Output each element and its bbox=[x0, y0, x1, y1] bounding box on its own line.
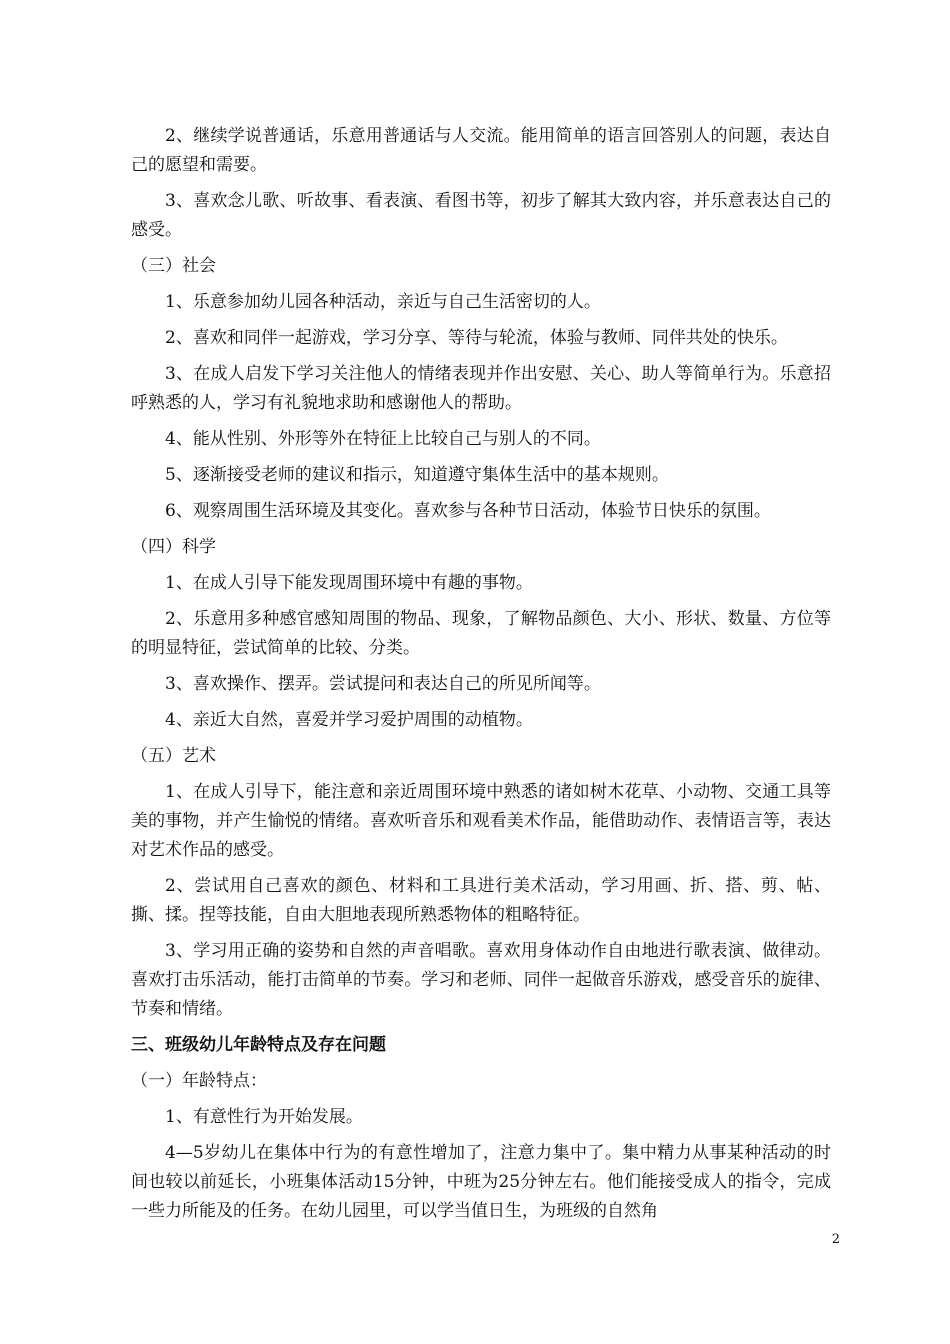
social-item-1: 1、乐意参加幼儿园各种活动，亲近与自己生活密切的人。 bbox=[165, 292, 601, 312]
age-traits-item-1: 1、有意性行为开始发展。 bbox=[165, 1107, 363, 1127]
age-traits-heading: （一）年龄特点： bbox=[131, 1071, 267, 1091]
section-3-heading: 三、班级幼儿年龄特点及存在问题 bbox=[131, 1035, 386, 1055]
page-number: 2 bbox=[831, 1232, 840, 1247]
social-item-6: 6、观察周围生活环境及其变化。喜欢参与各种节日活动，体验节日快乐的氛围。 bbox=[165, 501, 771, 521]
page-content bbox=[131, 122, 831, 1226]
social-item-4: 4、能从性别、外形等外在特征上比较自己与别人的不同。 bbox=[165, 429, 601, 449]
art-item-1: 1、在成人引导下，能注意和亲近周围环境中熟悉的诸如树木花草、小动物、交通工具等美的事物，并产生愉悦的情绪。喜欢听音乐和观看美术作品，能借助动作、表情语言等，表达对艺术作品的感受。 bbox=[131, 782, 831, 860]
language-item-3: 3、喜欢念儿歌、听故事、看表演、看图书等，初步了解其大致内容，并乐意表达自己的感受。 bbox=[131, 191, 831, 240]
art-item-2: 2、尝试用自己喜欢的颜色、材料和工具进行美术活动，学习用画、折、搭、剪、帖、撕、揉。捏等技能，自由大胆地表现所熟悉物体的粗略特征。 bbox=[131, 876, 831, 925]
science-heading: （四）科学 bbox=[131, 537, 216, 557]
art-item-3: 3、学习用正确的姿势和自然的声音唱歌。喜欢用身体动作自由地进行歌表演、做律动。喜欢打击乐活动，能打击简单的节奏。学习和老师、同伴一起做音乐游戏，感受音乐的旋律、节奏和情绪。 bbox=[131, 941, 831, 1019]
social-item-5: 5、逐渐接受老师的建议和指示，知道遵守集体生活中的基本规则。 bbox=[165, 465, 669, 485]
social-heading: （三）社会 bbox=[131, 256, 216, 276]
science-item-2: 2、乐意用多种感官感知周围的物品、现象，了解物品颜色、大小、形状、数量、方位等的明显特征，尝试简单的比较、分类。 bbox=[131, 609, 831, 658]
art-heading: （五）艺术 bbox=[131, 746, 216, 766]
social-item-2: 2、喜欢和同伴一起游戏，学习分享、等待与轮流，体验与教师、同伴共处的快乐。 bbox=[165, 328, 788, 348]
social-item-3: 3、在成人启发下学习关注他人的情绪表现并作出安慰、关心、助人等简单行为。乐意招呼熟悉的人，学习有礼貌地求助和感谢他人的帮助。 bbox=[131, 364, 831, 413]
language-item-2: 2、继续学说普通话，乐意用普通话与人交流。能用简单的语言回答别人的问题，表达自己的愿望和需要。 bbox=[131, 126, 831, 175]
science-item-1: 1、在成人引导下能发现周围环境中有趣的事物。 bbox=[165, 573, 533, 593]
science-item-3: 3、喜欢操作、摆弄。尝试提问和表达自己的所见所闻等。 bbox=[165, 674, 601, 694]
science-item-4: 4、亲近大自然，喜爱并学习爱护周围的动植物。 bbox=[165, 710, 533, 730]
age-traits-body: 4—5岁幼儿在集体中行为的有意性增加了，注意力集中了。集中精力从事某种活动的时间也较以前延长，小班集体活动15分钟，中班为25分钟左右。他们能接受成人的指令，完成一些力所能及的任务。在幼儿园里，可以学当值日生，为班级的自然角 bbox=[131, 1143, 831, 1221]
